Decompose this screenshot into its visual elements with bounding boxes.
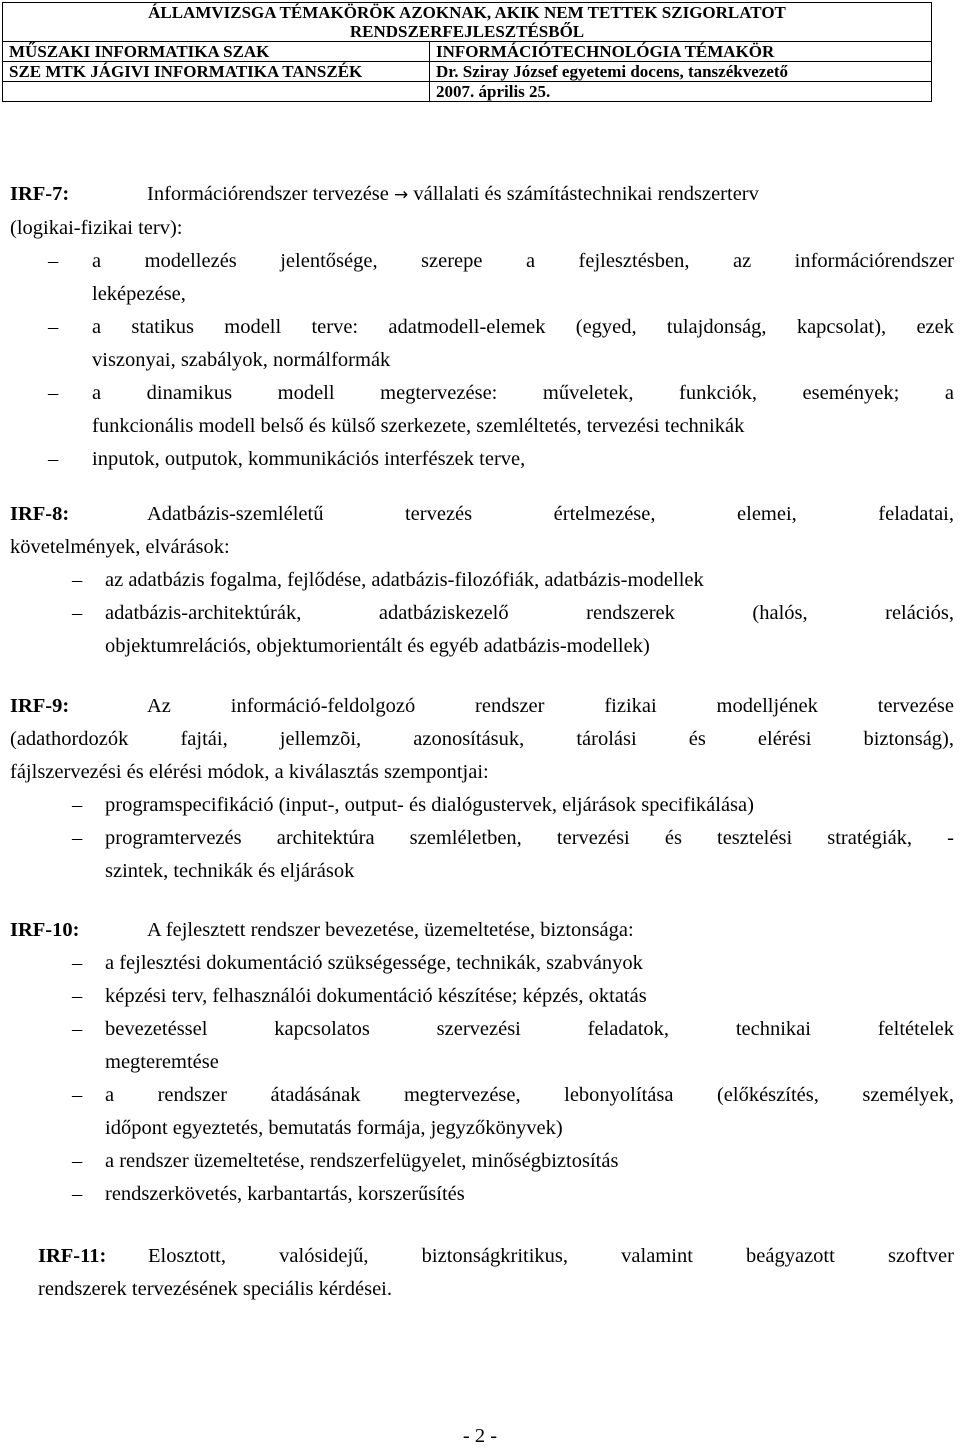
section-irf11 [38, 1240, 954, 1306]
header-date: 2007. április 25. [430, 82, 932, 102]
irf10-label: IRF-10: [10, 919, 80, 941]
dash-bullet-icon: – [72, 1150, 83, 1172]
list-item-text: programspecifikáció (input-, output- és dialógustervek, eljárások specifikálása) [105, 794, 754, 816]
irf9-title: Az információ-feldolgozó rendszer fizikai modelljének tervezése [147, 695, 954, 717]
list-item-text: a rendszer üzemeltetése, rendszerfelügyelet, minőségbiztosítás [105, 1150, 619, 1172]
list-item [72, 1013, 954, 1079]
list-item [48, 443, 954, 476]
irf11-title: Elosztott, valósidejű, biztonságkritikus, valamint beágyazott szoftver [148, 1245, 954, 1267]
dash-bullet-icon: – [72, 1018, 83, 1040]
irf8-heading-line2: követelmények, elvárások: [10, 536, 230, 558]
header-department-major: MŰSZAKI INFORMATIKA SZAK [3, 42, 430, 62]
list-item [48, 311, 954, 377]
irf11-label: IRF-11: [38, 1245, 107, 1267]
arrow-icon: → [394, 185, 409, 205]
list-item-text-cont: leképezése, [92, 283, 186, 305]
irf8-title: Adatbázis-szemléletű tervezés értelmezése, elemei, feladatai, [147, 503, 954, 525]
section-irf10 [10, 914, 954, 1211]
irf7-title-part2: vállalati és számítástechnikai rendszerterv [413, 183, 759, 205]
dash-bullet-icon: – [72, 794, 83, 816]
header-title-line2: RENDSZERFEJLESZTÉSBŐL [349, 22, 585, 41]
irf9-list [72, 789, 954, 888]
irf9-heading-line3: fájlszervezési és elérési módok, a kiválasztás szempontjai: [10, 761, 489, 783]
irf7-label: IRF-7: [10, 183, 70, 205]
list-item-text: inputok, outputok, kommunikációs interfészek terve, [92, 448, 526, 470]
dash-bullet-icon: – [48, 316, 59, 338]
list-item-text-cont: objektumrelációs, objektumorientált és egyéb adatbázis-modellek) [105, 635, 650, 657]
header-author: Dr. Sziray József egyetemi docens, tanszékvezető [430, 62, 932, 82]
dash-bullet-icon: – [72, 602, 83, 624]
list-item [72, 1145, 954, 1178]
irf10-heading [10, 914, 954, 947]
list-item-text: a modellezés jelentősége, szerepe a fejlesztésben, az információrendszer [92, 250, 954, 272]
list-item [48, 377, 954, 443]
irf11-heading-line2: rendszerek tervezésének speciális kérdései. [38, 1278, 393, 1300]
list-item [72, 1079, 954, 1145]
dash-bullet-icon: – [72, 1084, 83, 1106]
list-item [72, 789, 954, 822]
header-department: SZE MTK JÁGIVI INFORMATIKA TANSZÉK [3, 62, 430, 82]
list-item-text-cont: viszonyai, szabályok, normálformák [92, 349, 391, 371]
dash-bullet-icon: – [72, 1183, 83, 1205]
list-item [72, 1178, 954, 1211]
section-irf8 [10, 498, 954, 663]
dash-bullet-icon: – [72, 569, 83, 591]
list-item-text: a rendszer átadásának megtervezése, lebonyolítása (előkészítés, személyek, [105, 1084, 954, 1106]
list-item-text: rendszerkövetés, karbantartás, korszerűsítés [105, 1183, 465, 1205]
irf9-heading-line2: (adathordozók fajtái, jellemzõi, azonosításuk, tárolási és elérési biztonság), [10, 728, 954, 750]
list-item-text: adatbázis-architektúrák, adatbáziskezelő rendszerek (halós, relációs, [105, 602, 954, 624]
list-item-text: bevezetéssel kapcsolatos szervezési feladatok, technikai feltételek [105, 1018, 954, 1040]
section-irf7 [10, 178, 954, 476]
list-item [48, 245, 954, 311]
header-empty-cell [3, 82, 430, 102]
dash-bullet-icon: – [72, 827, 83, 849]
irf7-heading [10, 178, 954, 212]
page-number: - 2 - [462, 1425, 498, 1447]
irf9-label: IRF-9: [10, 695, 70, 717]
irf11-heading [38, 1240, 954, 1273]
irf7-title-part1: Információrendszer tervezése [147, 183, 389, 205]
list-item-text: a statikus modell terve: adatmodell-elemek (egyed, tulajdonság, kapcsolat), ezek [92, 316, 954, 338]
list-item-text-cont: szintek, technikák és eljárások [105, 860, 355, 882]
header-title [3, 3, 932, 42]
list-item-text-cont: időpont egyeztetés, bemutatás formája, jegyzőkönyvek) [105, 1117, 563, 1139]
irf10-list [72, 947, 954, 1211]
irf7-heading-line2: (logikai-fizikai terv): [10, 217, 183, 239]
irf7-list [48, 245, 954, 476]
list-item [72, 597, 954, 663]
section-irf9 [10, 690, 954, 888]
header-table [2, 2, 932, 102]
header-topic: INFORMÁCIÓTECHNOLÓGIA TÉMAKÖR [430, 42, 932, 62]
list-item-text: a fejlesztési dokumentáció szükségessége, technikák, szabványok [105, 952, 643, 974]
list-item-text-cont: funkcionális modell belső és külső szerkezete, szemléltetés, tervezési technikák [92, 415, 745, 437]
list-item [72, 564, 954, 597]
list-item-text-cont: megteremtése [105, 1051, 219, 1073]
dash-bullet-icon: – [48, 382, 59, 404]
list-item-text: a dinamikus modell megtervezése: műveletek, funkciók, események; a [92, 382, 954, 404]
list-item [72, 947, 954, 980]
irf8-heading [10, 498, 954, 531]
list-item [72, 822, 954, 888]
list-item-text: képzési terv, felhasználói dokumentáció készítése; képzés, oktatás [105, 985, 647, 1007]
dash-bullet-icon: – [48, 250, 59, 272]
list-item-text: az adatbázis fogalma, fejlődése, adatbázis-filozófiák, adatbázis-modellek [105, 569, 704, 591]
dash-bullet-icon: – [72, 985, 83, 1007]
list-item-text: programtervezés architektúra szemléletben, tervezési és tesztelési stratégiák, - [105, 827, 954, 849]
header-title-line1: ÁLLAMVIZSGA TÉMAKÖRÖK AZOKNAK, AKIK NEM TETTEK SZIGORLATOT [148, 3, 786, 22]
irf9-heading [10, 690, 954, 723]
irf8-list [72, 564, 954, 663]
list-item [72, 980, 954, 1013]
irf10-title: A fejlesztett rendszer bevezetése, üzemeltetése, biztonsága: [147, 919, 634, 941]
dash-bullet-icon: – [48, 448, 59, 470]
dash-bullet-icon: – [72, 952, 83, 974]
irf8-label: IRF-8: [10, 503, 70, 525]
